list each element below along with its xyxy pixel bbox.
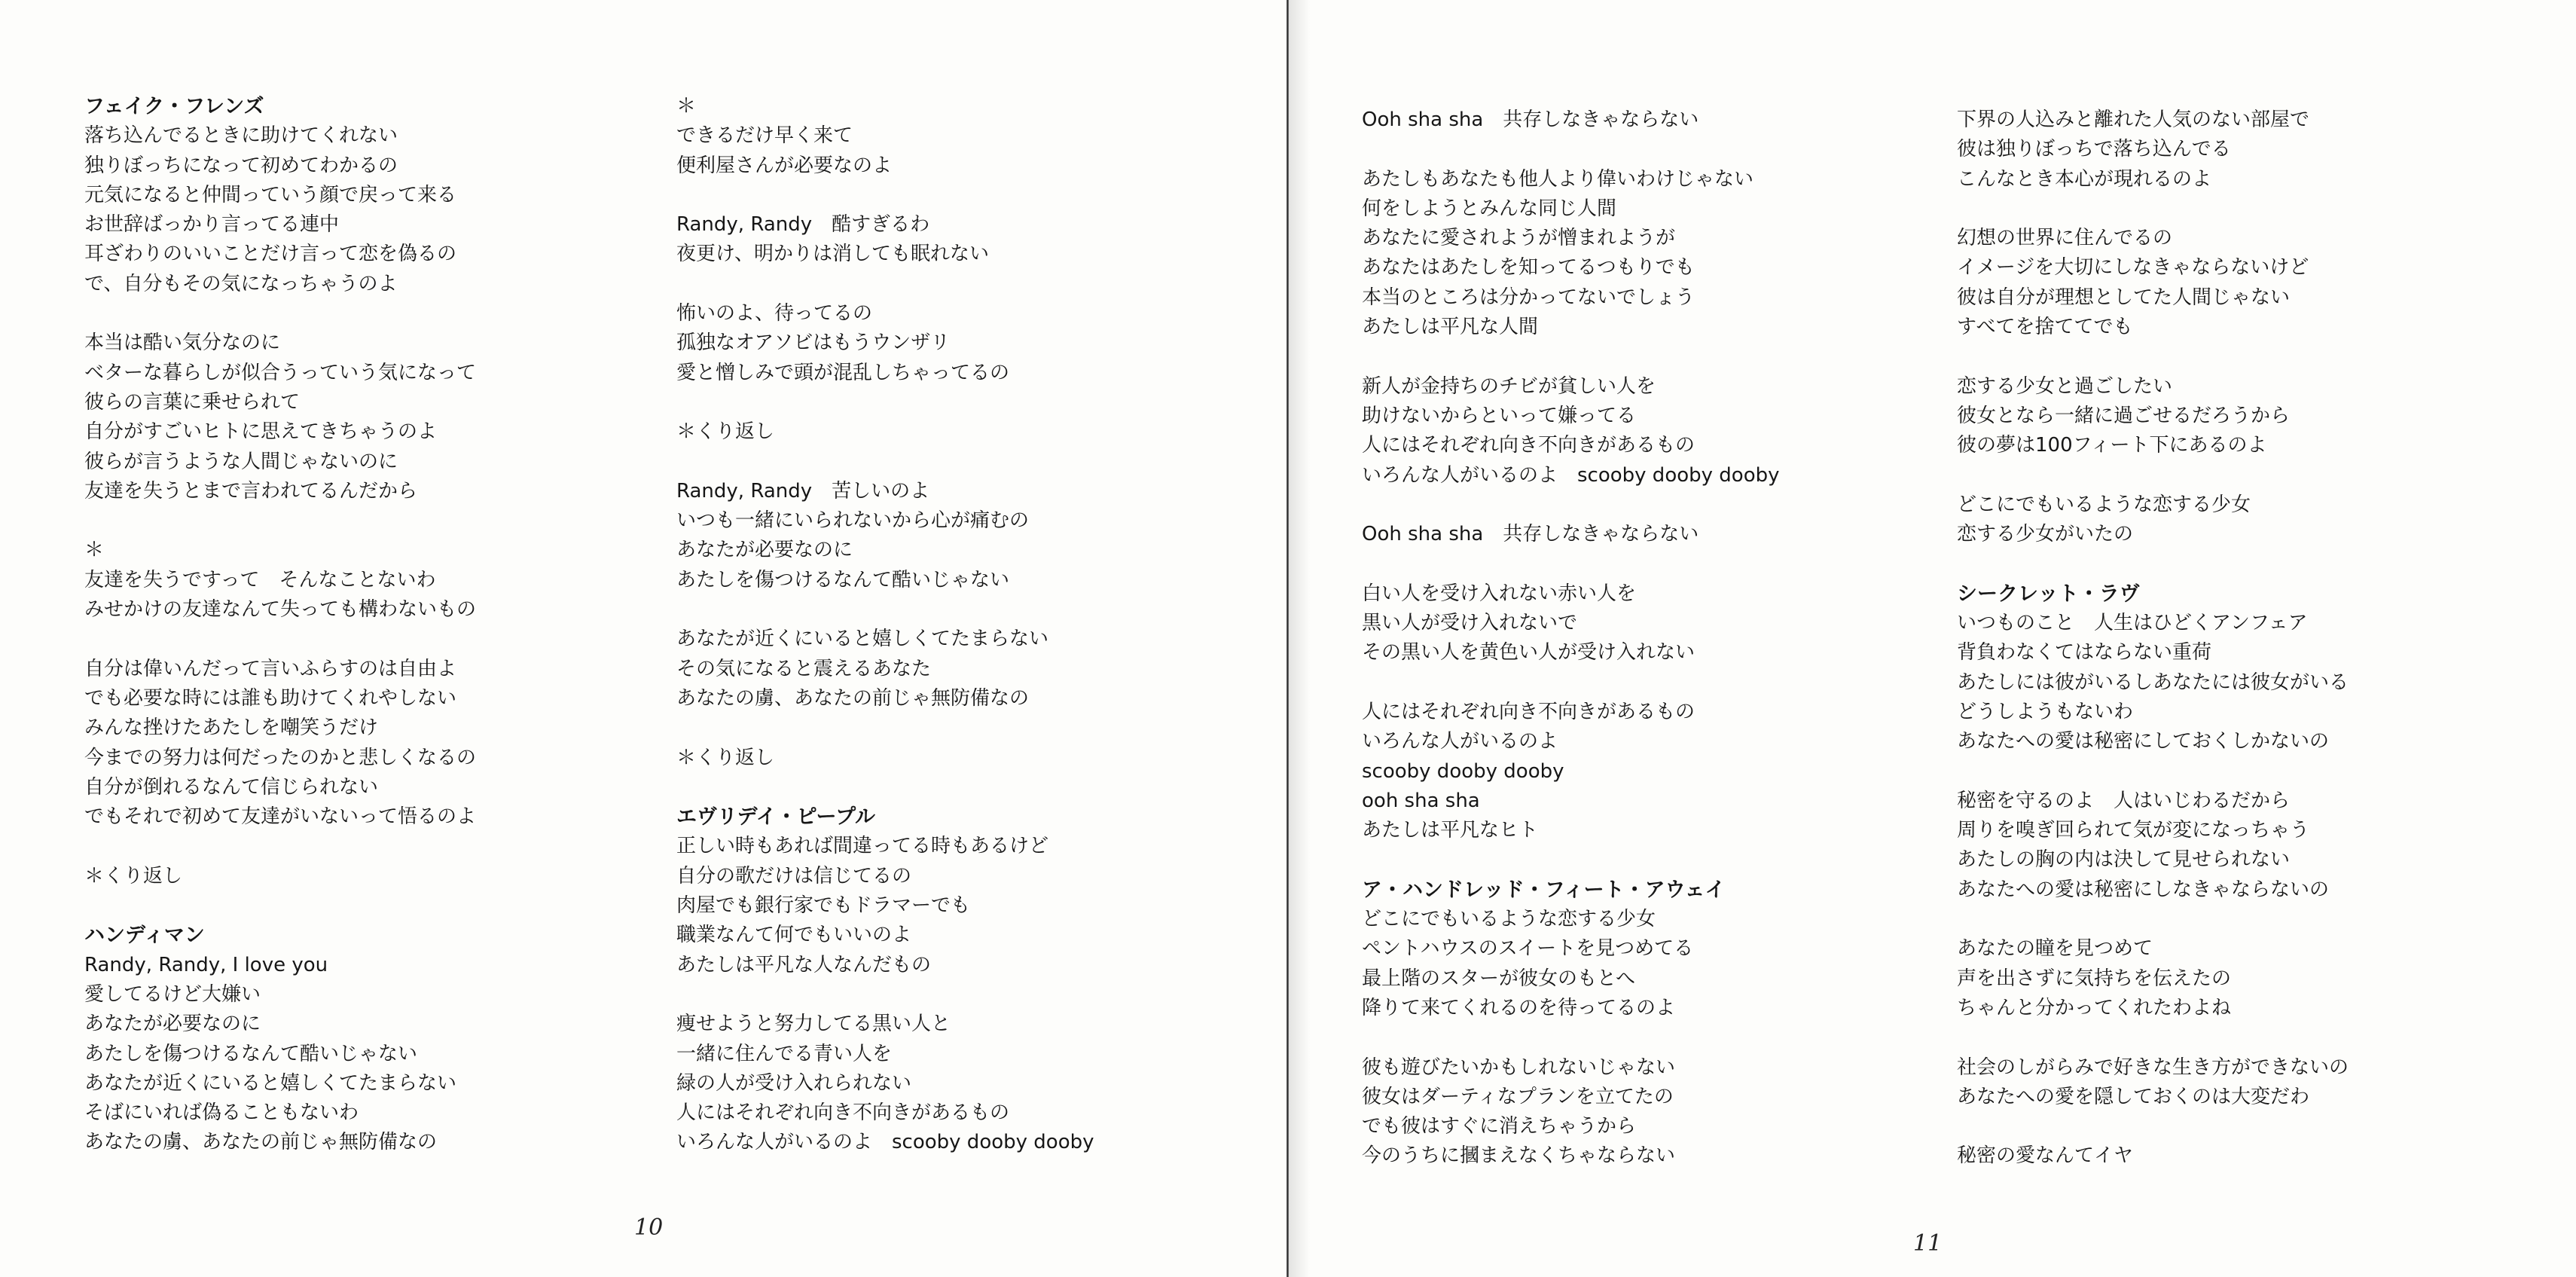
lyric-line: ＊くり返し bbox=[84, 864, 183, 887]
verse-block bbox=[676, 1010, 1249, 1157]
lyric-line: その黒い人を黄色い人が受け入れない bbox=[1362, 641, 1695, 664]
lyric-line: Ooh sha sha 共存しなきゃならない bbox=[1362, 523, 1699, 546]
lyric-line: 落ち込んでるときに助けてくれない bbox=[84, 124, 398, 148]
lyric-line: 秘密を守るのよ 人はいじわるだから bbox=[1957, 789, 2291, 812]
lyric-line: 助けないからといって嫌ってる bbox=[1362, 404, 1637, 427]
lyric-line: どこにでもいるような恋する少女 bbox=[1957, 493, 2251, 516]
lyric-line: こんなとき本心が現れるのよ bbox=[1957, 167, 2212, 191]
spine-shadow bbox=[1289, 0, 1310, 1277]
lyric-line: 幻想の世界に住んでるの bbox=[1957, 227, 2173, 250]
verse-block bbox=[676, 299, 1249, 388]
verse-block bbox=[676, 802, 1249, 980]
verse-block bbox=[676, 92, 1249, 181]
lyric-line: 肉屋でも銀行家でもドラマーでも bbox=[676, 894, 971, 918]
lyric-line: 恋する少女と過ごしたい bbox=[1957, 374, 2173, 398]
lyric-line: 彼らが言うような人間じゃないのに bbox=[84, 450, 398, 473]
lyric-line: 彼は独りぼっちで落ち込んでる bbox=[1957, 138, 2231, 161]
lyric-line: scooby dooby dooby bbox=[1362, 759, 1564, 783]
verse-block bbox=[84, 92, 657, 299]
lyric-line: 便利屋さんが必要なのよ bbox=[676, 154, 893, 177]
lyric-line: いろんな人がいるのよ scooby dooby dooby bbox=[676, 1131, 1094, 1154]
lyric-line: ＊くり返し bbox=[676, 746, 775, 769]
lyric-line: ペントハウスのスイートを見つめてる bbox=[1362, 937, 1694, 961]
verse-block bbox=[84, 921, 657, 1157]
lyrics-column-4 bbox=[1957, 105, 2529, 1172]
lyric-line: あなたの虜、あなたの前じゃ無防備なの bbox=[676, 686, 1030, 710]
lyric-line: 自分の歌だけは信じてるの bbox=[676, 864, 912, 887]
verse-block bbox=[1957, 1053, 2529, 1113]
lyric-line: 声を出さずに気持ちを伝えたの bbox=[1957, 967, 2232, 990]
verse-block bbox=[1362, 165, 1934, 343]
lyric-line: 怖いのよ、待ってるの bbox=[676, 302, 873, 325]
lyric-line: いつも一緒にいられないから心が痛むの bbox=[676, 509, 1030, 533]
verse-block bbox=[1362, 698, 1934, 845]
lyric-line: Ooh sha sha 共存しなきゃならない bbox=[1362, 108, 1699, 131]
lyric-line: 本当のところは分かってないでしょう bbox=[1362, 286, 1695, 309]
lyric-line: 孤独なオアソビはもうウンザリ bbox=[676, 331, 951, 355]
lyric-line: できるだけ早く来て bbox=[676, 124, 853, 148]
lyrics-column-3 bbox=[1362, 105, 1934, 1172]
lyric-line: 友達を失うとまで言われてるんだから bbox=[84, 479, 418, 503]
lyric-line: あたしの胸の内は決して見せられない bbox=[1957, 848, 2291, 872]
verse-block bbox=[1362, 372, 1934, 490]
lyric-line: 自分がすごいヒトに思えてきちゃうのよ bbox=[84, 420, 438, 444]
lyric-line: いろんな人がいるのよ bbox=[1362, 730, 1558, 753]
lyric-line: その気になると震えるあなた bbox=[676, 657, 932, 680]
lyric-line: あたしもあなたも他人より偉いわけじゃない bbox=[1362, 167, 1754, 191]
verse-block bbox=[676, 210, 1249, 270]
lyric-line: 白い人を受け入れない赤い人を bbox=[1362, 582, 1637, 605]
lyric-line: イメージを大切にしなきゃならないけど bbox=[1957, 256, 2309, 280]
verse-block bbox=[1362, 1053, 1934, 1172]
lyric-line: あなたの瞳を見つめて bbox=[1957, 937, 2153, 961]
verse-block bbox=[84, 655, 657, 832]
lyric-line: 降りて来てくれるのを待ってるのよ bbox=[1362, 996, 1676, 1019]
lyric-line: 独りぼっちになって初めてわかるの bbox=[84, 154, 398, 177]
verse-block bbox=[1957, 224, 2529, 342]
lyric-line: そばにいれば偽ることもないわ bbox=[84, 1101, 359, 1125]
verse-block bbox=[676, 625, 1249, 713]
lyric-line: 何をしようとみんな同じ人間 bbox=[1362, 197, 1617, 220]
lyric-line: 本当は酷い気分なのに bbox=[84, 331, 281, 355]
lyric-line: 彼女はダーティなプランを立てたの bbox=[1362, 1085, 1674, 1108]
lyric-line: 緑の人が受け入れられない bbox=[676, 1071, 912, 1095]
lyric-line: Randy, Randy 酷すぎるわ bbox=[676, 213, 930, 237]
lyric-line: 人にはそれぞれ向き不向きがあるもの bbox=[1362, 700, 1695, 723]
lyric-line: あなたが近くにいると嬉しくてたまらない bbox=[676, 628, 1049, 651]
lyric-line: 一緒に住んでる青い人を bbox=[676, 1042, 893, 1065]
lyric-line: あなたへの愛は秘密にしておくしかないの bbox=[1957, 730, 2330, 753]
lyric-line: 下界の人込みと離れた人気のない部屋で bbox=[1957, 108, 2310, 131]
lyric-line: 背負わなくてはならない重荷 bbox=[1957, 641, 2212, 664]
lyric-line: 正しい時もあれば間違ってる時もあるけど bbox=[676, 835, 1049, 858]
lyric-line: みんな挫けたあたしを嘲笑うだけ bbox=[84, 716, 379, 740]
verse-block bbox=[1957, 372, 2529, 461]
lyric-line: 愛と憎しみで頭が混乱しちゃってるの bbox=[676, 361, 1010, 384]
lyric-line: 彼も遊びたいかもしれないじゃない bbox=[1362, 1056, 1676, 1079]
lyric-line: いろんな人がいるのよ scooby dooby dooby bbox=[1362, 463, 1780, 487]
lyric-line: 今のうちに摑まえなくちゃならない bbox=[1362, 1144, 1676, 1168]
lyric-line: 社会のしがらみで好きな生き方ができないの bbox=[1957, 1056, 2349, 1079]
lyric-line: あなたに愛されようが憎まれようが bbox=[1362, 227, 1676, 250]
lyric-line: で、自分もその気になっちゃうのよ bbox=[84, 272, 398, 295]
verse-block bbox=[1362, 875, 1934, 1023]
lyric-line: 最上階のスターが彼女のもとへ bbox=[1362, 967, 1635, 990]
lyric-line: あなたが近くにいると嬉しくてたまらない bbox=[84, 1071, 457, 1095]
lyric-line: 自分が倒れるなんて信じられない bbox=[84, 775, 379, 799]
lyric-line: あたしは平凡な人間 bbox=[1362, 316, 1539, 339]
lyric-line: あたしを傷つけるなんて酷いじゃない bbox=[84, 1042, 418, 1065]
verse-block bbox=[676, 744, 1249, 773]
lyric-line: あたしには彼がいるしあなたには彼女がいる bbox=[1957, 671, 2349, 694]
lyric-line: 友達を失うですって そんなことないわ bbox=[84, 568, 436, 591]
song-title: フェイク・フレンズ bbox=[84, 95, 264, 118]
verse-block bbox=[1957, 490, 2529, 550]
lyric-line: 自分は偉いんだって言いふらすのは自由よ bbox=[84, 657, 457, 680]
page-number-left: 10 bbox=[634, 1214, 664, 1241]
lyric-line: でもそれで初めて友達がいないって悟るのよ bbox=[84, 805, 477, 829]
lyric-line: Randy, Randy 苦しいのよ bbox=[676, 479, 930, 503]
lyric-line: 耳ざわりのいいことだけ言って恋を偽るの bbox=[84, 243, 457, 266]
lyric-line: Randy, Randy, I love you bbox=[84, 953, 328, 976]
verse-block bbox=[1957, 934, 2529, 1023]
lyric-line: ooh sha sha bbox=[1362, 789, 1480, 812]
lyric-line: ＊ bbox=[84, 539, 105, 562]
lyric-line: ＊くり返し bbox=[676, 420, 775, 444]
lyric-line: 彼の夢は100フィート下にあるのよ bbox=[1957, 434, 2267, 457]
lyric-line: 恋する少女がいたの bbox=[1957, 523, 2134, 546]
lyrics-column-1 bbox=[84, 92, 657, 1158]
lyric-line: 痩せようと努力してる黒い人と bbox=[676, 1013, 951, 1036]
lyric-line: あなたが必要なのに bbox=[84, 1013, 261, 1036]
lyric-line: 元気になると仲間っていう顔で戻って来る bbox=[84, 183, 457, 206]
lyrics-column-2 bbox=[676, 92, 1249, 1158]
lyric-line: 彼らの言葉に乗せられて bbox=[84, 390, 301, 414]
lyric-line: あなたへの愛を隠しておくのは大変だわ bbox=[1957, 1085, 2310, 1108]
lyric-line: どうしようもないわ bbox=[1957, 700, 2134, 723]
lyric-line: ちゃんと分かってくれたわよね bbox=[1957, 996, 2232, 1019]
verse-block bbox=[676, 477, 1249, 595]
verse-block bbox=[1957, 787, 2529, 905]
lyric-line: あなたの虜、あなたの前じゃ無防備なの bbox=[84, 1131, 438, 1154]
song-title: エヴリデイ・ピープル bbox=[676, 805, 876, 829]
song-title: シークレット・ラヴ bbox=[1957, 582, 2140, 606]
lyric-line: 人にはそれぞれ向き不向きがあるもの bbox=[676, 1101, 1010, 1125]
lyric-line: みせかけの友達なんて失っても構わないもの bbox=[84, 598, 477, 622]
lyric-line: あなたが必要なのに bbox=[676, 539, 853, 562]
lyric-line: お世辞ばっかり言ってる連中 bbox=[84, 213, 340, 237]
page-number-right: 11 bbox=[1913, 1230, 1943, 1257]
verse-block bbox=[84, 862, 657, 891]
lyric-line: すべてを捨ててでも bbox=[1957, 316, 2133, 339]
lyric-line: 夜更け、明かりは消しても眠れない bbox=[676, 243, 989, 266]
lyric-line: 職業なんて何でもいいのよ bbox=[676, 924, 912, 947]
verse-block bbox=[1957, 1141, 2529, 1171]
song-title: ハンディマン bbox=[84, 924, 205, 948]
lyric-line: 新人が金持ちのチビが貧しい人を bbox=[1362, 374, 1656, 398]
lyric-line: あなたへの愛は秘密にしなきゃならないの bbox=[1957, 878, 2330, 901]
lyric-line: 彼は自分が理想としてた人間じゃない bbox=[1957, 286, 2291, 309]
lyric-line: あなたはあたしを知ってるつもりでも bbox=[1362, 256, 1695, 280]
verse-block bbox=[84, 536, 657, 625]
lyric-line: でも必要な時には誰も助けてくれやしない bbox=[84, 686, 457, 710]
lyric-line: 今までの努力は何だったのかと悲しくなるの bbox=[84, 746, 477, 769]
song-title: ア・ハンドレッド・フィート・アウェイ bbox=[1362, 878, 1726, 902]
verse-block bbox=[1362, 105, 1934, 135]
verse-block bbox=[1957, 105, 2529, 194]
verse-block bbox=[1362, 520, 1934, 549]
verse-block bbox=[676, 417, 1249, 447]
verse-block bbox=[84, 328, 657, 506]
lyric-line: 人にはそれぞれ向き不向きがあるもの bbox=[1362, 434, 1695, 457]
lyric-line: あたしは平凡なヒト bbox=[1362, 819, 1539, 842]
lyric-line: 周りを嗅ぎ回られて気が変になっちゃう bbox=[1957, 819, 2310, 842]
lyric-line: あたしは平凡な人なんだもの bbox=[676, 953, 932, 976]
lyric-line: どこにでもいるような恋する少女 bbox=[1362, 908, 1656, 931]
lyric-line: 彼女となら一緒に過ごせるだろうから bbox=[1957, 404, 2291, 427]
lyric-line: あたしを傷つけるなんて酷いじゃない bbox=[676, 568, 1010, 591]
lyric-line: でも彼はすぐに消えちゃうから bbox=[1362, 1115, 1637, 1138]
lyric-line: いつものこと 人生はひどくアンフェア bbox=[1957, 612, 2308, 635]
lyric-line: 愛してるけど大嫌い bbox=[84, 982, 261, 1006]
lyric-line: 秘密の愛なんてイヤ bbox=[1957, 1144, 2134, 1168]
lyric-line: ベターな暮らしが似合うっていう気になって bbox=[84, 361, 477, 384]
verse-block bbox=[1957, 579, 2529, 757]
lyric-line: ＊ bbox=[676, 95, 697, 118]
lyric-line: 黒い人が受け入れないで bbox=[1362, 612, 1578, 635]
verse-block bbox=[1362, 579, 1934, 668]
